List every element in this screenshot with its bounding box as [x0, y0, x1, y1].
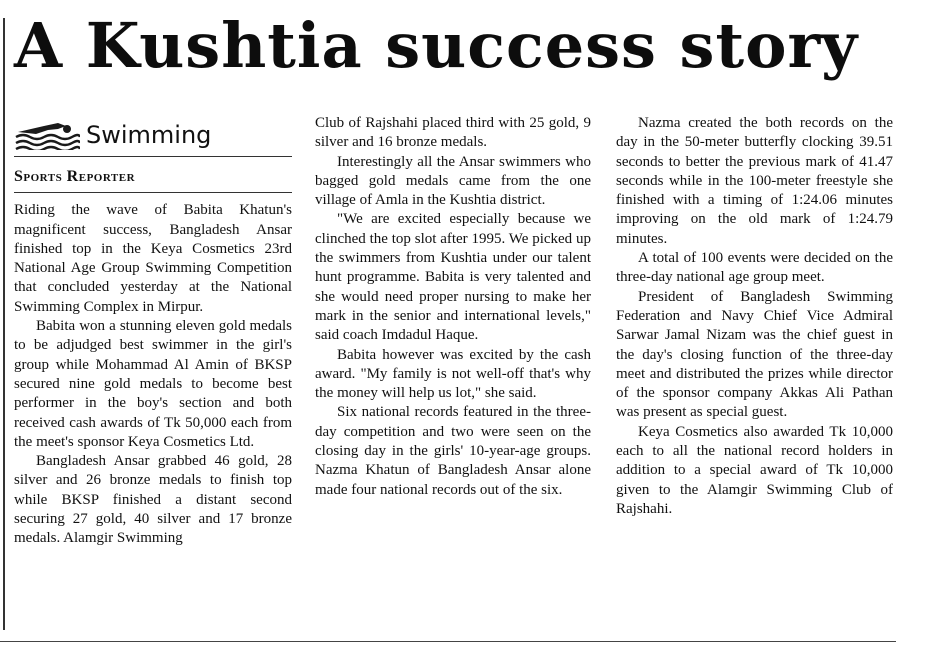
- paragraph-6: Babita however was excited by the cash award. "My family is not well-off that's why the money will help us lot," she said.: [315, 346, 591, 402]
- paragraph-3: Bangladesh Ansar grabbed 46 gold, 28 silver and 26 bronze medals to finish top while BKSP finished a distant second securing 27 gold, 40 silver and 17 bronze medals. Alamgir Swimming: [14, 453, 292, 547]
- paragraph-3-continued: Club of Rajshahi placed third with 25 gold, 9 silver and 16 bronze medals.: [315, 115, 591, 151]
- paragraph-1: Riding the wave of Babita Khatun's magnificent success, Bangladesh Ansar finished top in the Keya Cosmetics 23rd National Age Group Swimming Competition that concluded yesterday at the National Swimming Complex in Mirpur.: [14, 202, 292, 315]
- headline: A Kushtia success story: [14, 9, 859, 82]
- swimmer-icon: [14, 120, 80, 150]
- left-column-rule: [3, 18, 5, 630]
- article-column-1: [14, 118, 292, 549]
- paragraph-8: Nazma created the both records on the day in the 50-meter butterfly clocking 39.51 seconds to better the previous mark of 41.47 seconds while in the 100-meter freestyle she finished with a timing of 1:24.06 minutes improving on the old mark of 1:24.79 minutes.: [616, 115, 893, 247]
- paragraph-9: A total of 100 events were decided on the three-day national age group meet.: [616, 250, 893, 286]
- paragraph-5: "We are excited especially because we clinched the top slot after 1995. We picked up the swimmers from Kushtia under our talent hunt programme. Babita is very talented and she would need proper nursing to make her mark in the senior and international levels," said coach Imdadul Haque.: [315, 211, 591, 344]
- paragraph-2: Babita won a stunning eleven gold medals to be adjudged best swimmer in the girl's group while Mohammad Al Amin of BKSP secured nine gold medals to become best performer in the boy's section and both received cash awards of Tk 50,000 each from the meet's sponsor Keya Cosmetics Ltd.: [14, 318, 292, 450]
- paragraph-11: Keya Cosmetics also awarded Tk 10,000 each to all the national record holders in addition to a special award of Tk 10,000 given to the Alamgir Swimming Club of Rajshahi.: [616, 423, 893, 517]
- bottom-rule: [0, 641, 896, 642]
- paragraph-10: President of Bangladesh Swimming Federation and Navy Chief Vice Admiral Sarwar Jamal Nizam was the chief guest in the day's closing function of the three-day meet and distributed the prizes while director of the sponsor company Akkas Ali Pathan was present as special guest.: [616, 288, 893, 421]
- article-column-3: [616, 114, 893, 519]
- byline: Sports Reporter: [14, 167, 292, 193]
- section-label: Swimming: [86, 121, 212, 149]
- paragraph-4: Interestingly all the Ansar swimmers who bagged gold medals came from the one village of Amla in the Kushtia district.: [315, 153, 591, 209]
- article-column-2: [315, 114, 591, 500]
- paragraph-7: Six national records featured in the three-day competition and two were seen on the closing day in the girls' 10-year-age groups. Nazma Khatun of Bangladesh Ansar alone made four national records out of the six.: [315, 404, 591, 498]
- section-header: [14, 118, 292, 157]
